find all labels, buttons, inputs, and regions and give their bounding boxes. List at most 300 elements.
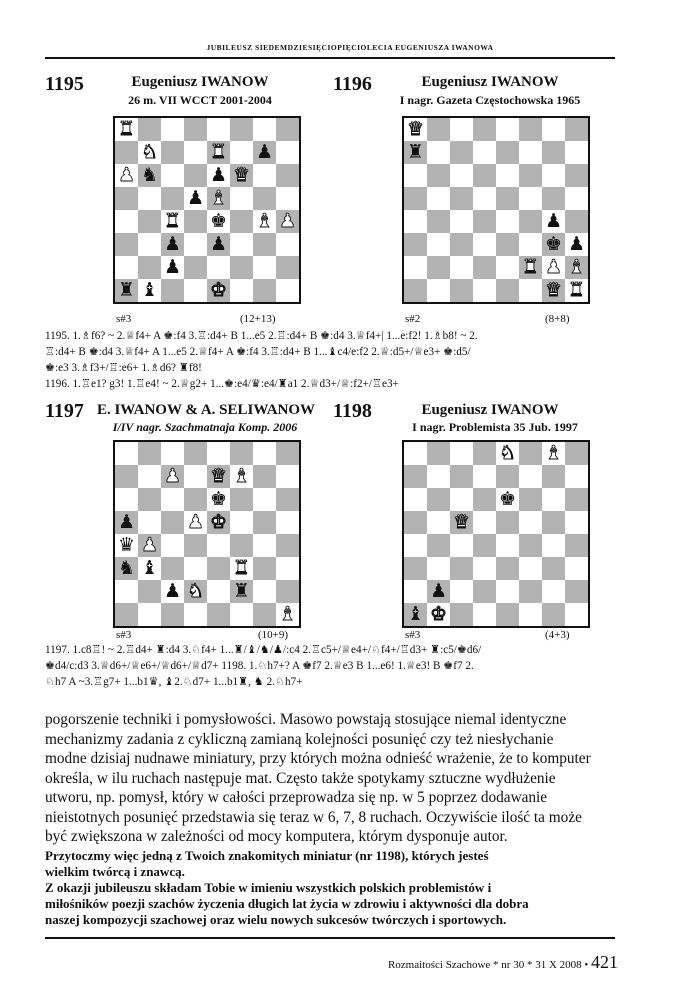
black-pawn-icon: ♟ xyxy=(117,511,136,533)
black-knight-icon: ♞ xyxy=(140,164,159,186)
board-square xyxy=(565,557,588,580)
board-square xyxy=(450,557,473,580)
board-square xyxy=(230,256,253,279)
board-square xyxy=(404,442,427,465)
board-square xyxy=(450,164,473,187)
black-pawn-icon: ♟ xyxy=(255,141,274,163)
white-knight-icon: ♞ xyxy=(140,141,159,163)
stipulation: s#3 xyxy=(116,629,132,641)
board-square xyxy=(115,164,138,187)
board-square xyxy=(276,534,299,557)
board-square xyxy=(276,580,299,603)
board-square xyxy=(161,488,184,511)
board-square xyxy=(276,465,299,488)
board-square xyxy=(473,511,496,534)
problem-author: Eugeniusz IWANOW xyxy=(421,402,559,418)
board-square xyxy=(542,233,565,256)
white-rook-icon: ♜ xyxy=(232,557,251,579)
problem-source: 26 m. VII WCCT 2001-2004 xyxy=(128,93,272,107)
solution-line: ♘h7 A ~3.♖g7+ 1...b1♛, ♝2.♘d7+ 1...b1♜, ♞ 2.♘h7+ xyxy=(45,676,303,688)
board-square xyxy=(496,187,519,210)
board-square xyxy=(519,534,542,557)
board-square xyxy=(230,141,253,164)
board-square xyxy=(161,465,184,488)
board-square xyxy=(161,511,184,534)
stipulation: s#2 xyxy=(405,313,421,325)
board-square xyxy=(565,511,588,534)
board-square xyxy=(404,256,427,279)
problem-author: Eugeniusz IWANOW xyxy=(131,74,269,90)
chess-board xyxy=(402,116,590,304)
board-square xyxy=(450,210,473,233)
board-square xyxy=(427,465,450,488)
white-pawn-icon: ♟ xyxy=(140,534,159,556)
board-square xyxy=(404,580,427,603)
black-king-icon: ♚ xyxy=(498,488,517,510)
board-square xyxy=(542,534,565,557)
board-square xyxy=(473,210,496,233)
board-square xyxy=(230,118,253,141)
board-square xyxy=(404,534,427,557)
board-square xyxy=(207,233,230,256)
board-square xyxy=(161,603,184,626)
board-square xyxy=(253,603,276,626)
board-square xyxy=(450,465,473,488)
board-square xyxy=(207,557,230,580)
board-square xyxy=(184,580,207,603)
board-square xyxy=(184,465,207,488)
black-bishop-icon: ♝ xyxy=(406,603,425,625)
board-square xyxy=(161,210,184,233)
board-square xyxy=(184,603,207,626)
problem-author: Eugeniusz IWANOW xyxy=(421,74,559,90)
board-square xyxy=(427,256,450,279)
board-square xyxy=(138,534,161,557)
board-square xyxy=(542,557,565,580)
board-square xyxy=(161,534,184,557)
board-square xyxy=(565,141,588,164)
white-rook-icon: ♜ xyxy=(521,256,540,278)
board-square xyxy=(253,256,276,279)
board-square xyxy=(473,557,496,580)
black-pawn-icon: ♟ xyxy=(567,233,586,255)
board-square xyxy=(404,488,427,511)
board-square xyxy=(184,141,207,164)
board-square xyxy=(207,511,230,534)
stipulation: s#3 xyxy=(405,629,421,641)
board-square xyxy=(519,557,542,580)
white-king-icon: ♚ xyxy=(429,603,448,625)
board-square xyxy=(230,442,253,465)
body-prose xyxy=(45,710,615,847)
bold-line: Przytoczmy więc jedną z Twoich znakomitych miniatur (nr 1198), których jesteś xyxy=(45,848,489,863)
white-queen-icon: ♛ xyxy=(232,164,251,186)
board-square xyxy=(115,279,138,302)
board-square xyxy=(276,233,299,256)
board-square xyxy=(496,210,519,233)
board-square xyxy=(276,118,299,141)
piece-count: (8+8) xyxy=(545,313,570,325)
black-pawn-icon: ♟ xyxy=(209,233,228,255)
board-square xyxy=(542,279,565,302)
white-bishop-icon: ♝ xyxy=(544,442,563,464)
white-pawn-icon: ♟ xyxy=(117,164,136,186)
white-knight-icon: ♞ xyxy=(186,580,205,602)
black-king-icon: ♚ xyxy=(544,233,563,255)
board-square xyxy=(473,580,496,603)
white-bishop-icon: ♝ xyxy=(232,465,251,487)
solution-line: 1195. 1.♗f6? ~ 2.♕f4+ A ♚:f4 3.♖:d4+ B 1...e5 2.♖:d4+ B ♚:d4 3.♕f4+| 1...e:f2! 1.♗b8! ~ 2. xyxy=(45,330,478,342)
board-square xyxy=(184,187,207,210)
white-bishop-icon: ♝ xyxy=(278,603,297,625)
board-square xyxy=(542,442,565,465)
board-square xyxy=(565,534,588,557)
board-square xyxy=(542,603,565,626)
board-square xyxy=(427,233,450,256)
header-rule xyxy=(45,57,615,59)
board-square xyxy=(519,210,542,233)
board-square xyxy=(496,141,519,164)
board-square xyxy=(519,488,542,511)
board-square xyxy=(115,233,138,256)
board-square xyxy=(427,580,450,603)
chess-board xyxy=(402,440,590,628)
board-square xyxy=(542,118,565,141)
board-square xyxy=(138,465,161,488)
board-square xyxy=(207,164,230,187)
board-square xyxy=(473,141,496,164)
board-square xyxy=(496,118,519,141)
board-square xyxy=(207,488,230,511)
board-square xyxy=(276,442,299,465)
board-square xyxy=(161,118,184,141)
board-square xyxy=(542,164,565,187)
stipulation: s#3 xyxy=(116,313,132,325)
board-square xyxy=(519,442,542,465)
board-square xyxy=(404,465,427,488)
board-square xyxy=(253,488,276,511)
board-square xyxy=(138,256,161,279)
page-footer xyxy=(388,952,618,973)
board-square xyxy=(542,511,565,534)
board-square xyxy=(427,557,450,580)
board-square xyxy=(496,442,519,465)
board-square xyxy=(230,557,253,580)
white-bishop-icon: ♝ xyxy=(567,256,586,278)
board-square xyxy=(450,256,473,279)
chess-board xyxy=(113,440,301,628)
board-square xyxy=(565,442,588,465)
white-queen-icon: ♛ xyxy=(452,511,471,533)
white-rook-icon: ♜ xyxy=(163,210,182,232)
board-square xyxy=(427,164,450,187)
board-square xyxy=(276,187,299,210)
white-pawn-icon: ♟ xyxy=(278,210,297,232)
board-square xyxy=(404,511,427,534)
board-square xyxy=(519,465,542,488)
board-square xyxy=(276,511,299,534)
board-square xyxy=(496,534,519,557)
board-square xyxy=(450,511,473,534)
board-square xyxy=(138,603,161,626)
board-square xyxy=(427,534,450,557)
board-square xyxy=(207,279,230,302)
footer-rule xyxy=(45,937,615,939)
black-pawn-icon: ♟ xyxy=(163,580,182,602)
board-square xyxy=(565,187,588,210)
piece-count: (10+9) xyxy=(258,629,289,641)
board-square xyxy=(161,187,184,210)
board-square xyxy=(207,465,230,488)
white-rook-icon: ♜ xyxy=(567,279,586,301)
black-rook-icon: ♜ xyxy=(232,580,251,602)
bold-text xyxy=(45,848,615,928)
board-square xyxy=(473,187,496,210)
board-square xyxy=(207,141,230,164)
board-square xyxy=(404,164,427,187)
board-square xyxy=(184,488,207,511)
board-square xyxy=(230,233,253,256)
prose-line: utworu, np. pomysł, który w całości przeprowadza się np. w 5 poprzez dodawanie xyxy=(45,789,548,806)
board-square xyxy=(473,256,496,279)
board-square xyxy=(450,141,473,164)
board-square xyxy=(161,580,184,603)
board-square xyxy=(496,488,519,511)
board-square xyxy=(427,141,450,164)
board-square xyxy=(161,557,184,580)
board-square xyxy=(115,488,138,511)
board-square xyxy=(253,233,276,256)
board-square xyxy=(565,603,588,626)
board-square xyxy=(404,603,427,626)
board-square xyxy=(253,164,276,187)
board-square xyxy=(427,488,450,511)
board-square xyxy=(450,534,473,557)
solution-line: ♚d4/c:d3 3.♕d6+/♕e6+/♕d6+/♕d7+ 1198. 1.♘h7+? A ♚f7 2.♕e3 B 1...e6! 1.♕e3! B ♚f7 2. xyxy=(45,660,474,672)
board-square xyxy=(230,534,253,557)
board-square xyxy=(473,603,496,626)
board-square xyxy=(519,511,542,534)
piece-count: (12+13) xyxy=(240,313,276,325)
board-square xyxy=(276,557,299,580)
board-square xyxy=(253,557,276,580)
board-square xyxy=(404,141,427,164)
problem-number: 1197 xyxy=(45,400,84,422)
white-queen-icon: ♛ xyxy=(209,465,228,487)
board-square xyxy=(184,233,207,256)
board-square xyxy=(115,187,138,210)
problem-author: E. IWANOW & A. SELIWANOW xyxy=(96,402,316,418)
board-square xyxy=(230,164,253,187)
board-square xyxy=(473,279,496,302)
board-square xyxy=(450,279,473,302)
solution-line: ♚:e3 3.♗f3+/♖:e6+ 1.♗d6? ♜f8! xyxy=(45,362,202,374)
board-square xyxy=(450,118,473,141)
board-square xyxy=(473,534,496,557)
white-bishop-icon: ♝ xyxy=(255,210,274,232)
board-square xyxy=(115,557,138,580)
board-square xyxy=(276,603,299,626)
board-square xyxy=(404,210,427,233)
board-square xyxy=(184,256,207,279)
black-knight-icon: ♞ xyxy=(117,557,136,579)
board-square xyxy=(427,442,450,465)
board-square xyxy=(496,465,519,488)
board-square xyxy=(542,465,565,488)
prose-line: pogorszenie techniki i pomysłowości. Masowo powstają stosujące niemal identyczne xyxy=(45,711,567,728)
white-pawn-icon: ♟ xyxy=(544,256,563,278)
board-square xyxy=(473,488,496,511)
board-square xyxy=(230,279,253,302)
board-square xyxy=(473,118,496,141)
board-square xyxy=(496,511,519,534)
board-square xyxy=(404,233,427,256)
running-header: JUBILEUSZ SIEDEMDZIESIĘCIOPIĘCIOLECIA EUGENIUSZA IWANOWA xyxy=(206,43,494,52)
board-square xyxy=(519,580,542,603)
problem-source: I nagr. Problemista 35 Jub. 1997 xyxy=(412,420,578,434)
black-king-icon: ♚ xyxy=(209,210,228,232)
black-king-icon: ♚ xyxy=(209,488,228,510)
board-square xyxy=(184,442,207,465)
board-square xyxy=(184,534,207,557)
board-square xyxy=(207,580,230,603)
white-knight-icon: ♞ xyxy=(498,442,517,464)
board-square xyxy=(565,118,588,141)
board-square xyxy=(115,511,138,534)
board-square xyxy=(138,511,161,534)
problem-number: 1196 xyxy=(333,73,372,95)
board-square xyxy=(450,233,473,256)
board-square xyxy=(427,603,450,626)
board-square xyxy=(450,442,473,465)
board-square xyxy=(253,534,276,557)
board-square xyxy=(542,187,565,210)
board-square xyxy=(565,580,588,603)
board-square xyxy=(542,256,565,279)
board-square xyxy=(253,118,276,141)
board-square xyxy=(115,603,138,626)
white-king-icon: ♚ xyxy=(209,511,228,533)
board-square xyxy=(253,511,276,534)
board-square xyxy=(276,488,299,511)
black-pawn-icon: ♟ xyxy=(544,210,563,232)
board-square xyxy=(184,511,207,534)
board-square xyxy=(496,164,519,187)
board-square xyxy=(473,164,496,187)
bold-line: wielkim twórcą i znawcą. xyxy=(45,864,185,879)
board-square xyxy=(276,164,299,187)
board-square xyxy=(450,488,473,511)
board-square xyxy=(427,187,450,210)
board-square xyxy=(207,603,230,626)
black-pawn-icon: ♟ xyxy=(186,187,205,209)
board-square xyxy=(450,187,473,210)
board-square xyxy=(207,442,230,465)
board-square xyxy=(138,118,161,141)
board-square xyxy=(496,580,519,603)
board-square xyxy=(565,164,588,187)
board-square xyxy=(253,442,276,465)
board-square xyxy=(519,118,542,141)
board-square xyxy=(542,210,565,233)
board-square xyxy=(542,580,565,603)
board-square xyxy=(450,603,473,626)
piece-count: (4+3) xyxy=(545,629,570,641)
board-square xyxy=(519,603,542,626)
board-square xyxy=(161,256,184,279)
board-square xyxy=(450,580,473,603)
white-rook-icon: ♜ xyxy=(117,118,136,140)
footer-text: Rozmaitości Szachowe * nr 30 * 31 X 2008 • xyxy=(387,959,589,971)
black-pawn-icon: ♟ xyxy=(163,233,182,255)
board-square xyxy=(519,279,542,302)
board-square xyxy=(427,279,450,302)
board-square xyxy=(230,603,253,626)
board-square xyxy=(519,233,542,256)
board-square xyxy=(276,279,299,302)
board-square xyxy=(565,279,588,302)
black-rook-icon: ♜ xyxy=(406,141,425,163)
board-square xyxy=(519,141,542,164)
black-rook-icon: ♜ xyxy=(117,279,136,301)
chess-board xyxy=(113,116,301,304)
board-square xyxy=(138,557,161,580)
board-square xyxy=(161,164,184,187)
white-pawn-icon: ♟ xyxy=(163,465,182,487)
bold-line: Z okazji jubileuszu składam Tobie w imieniu wszystkich polskich problemistów i xyxy=(45,880,492,895)
board-square xyxy=(115,210,138,233)
board-square xyxy=(565,488,588,511)
board-square xyxy=(161,442,184,465)
problem-number: 1198 xyxy=(333,400,372,422)
prose-line: modne dzisiaj nudnawe miniatury, przy których można odnieść wrażenie, że to komputer xyxy=(45,750,591,767)
board-square xyxy=(276,210,299,233)
board-square xyxy=(207,210,230,233)
board-square xyxy=(230,210,253,233)
black-bishop-icon: ♝ xyxy=(140,557,159,579)
board-square xyxy=(496,557,519,580)
board-square xyxy=(427,118,450,141)
board-square xyxy=(542,141,565,164)
board-square xyxy=(207,534,230,557)
board-square xyxy=(473,465,496,488)
board-square xyxy=(427,210,450,233)
white-rook-icon: ♜ xyxy=(209,141,228,163)
board-square xyxy=(253,141,276,164)
board-square xyxy=(138,279,161,302)
board-square xyxy=(519,164,542,187)
board-square xyxy=(519,187,542,210)
board-square xyxy=(565,210,588,233)
board-square xyxy=(496,279,519,302)
board-square xyxy=(207,118,230,141)
board-square xyxy=(473,233,496,256)
board-square xyxy=(276,256,299,279)
board-square xyxy=(184,210,207,233)
board-square xyxy=(115,580,138,603)
black-bishop-icon: ♝ xyxy=(140,279,159,301)
prose-line: mechanizmy zadania z cykliczną zamianą kolejności posunięć czy też niesłychanie xyxy=(45,730,554,748)
white-pawn-icon: ♟ xyxy=(186,511,205,533)
board-square xyxy=(404,187,427,210)
board-square xyxy=(161,141,184,164)
board-square xyxy=(404,118,427,141)
solution-line: ♖:d4+ B ♚:d4 3.♕f4+ A 1...e5 2.♕f4+ A ♚:f4 3.♖:d4+ B 1...♝c4/e:f2 2.♕:d5+/♕e3+ ♚:d5/ xyxy=(45,346,471,358)
board-square xyxy=(138,164,161,187)
board-square xyxy=(115,442,138,465)
board-square xyxy=(253,465,276,488)
board-square xyxy=(496,603,519,626)
